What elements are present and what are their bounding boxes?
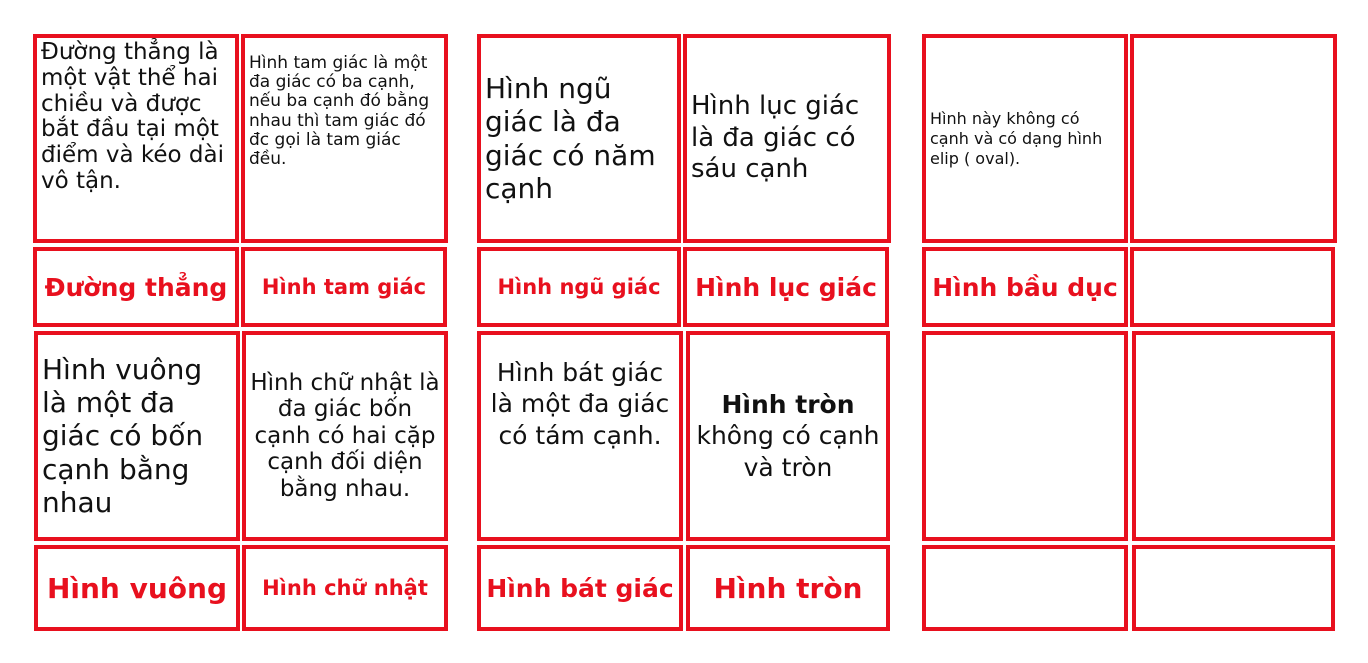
- octagon-label-text: Hình bát giác: [486, 573, 674, 603]
- circle-description-text: không có cạnh và tròn: [696, 421, 880, 482]
- blank-card: [1132, 545, 1335, 631]
- card-square-label: [34, 545, 240, 631]
- card-triangle-description: [241, 34, 448, 243]
- hexagon-description-text: Hình lục giác là đa giác có sáu cạnh: [691, 90, 860, 185]
- card-octagon-description: [477, 331, 683, 541]
- card-circle-label: [686, 545, 890, 631]
- rectangle-description-text: Hình chữ nhật là đa giác bốn cạnh có hai cặp cạnh đối diện bằng nhau.: [250, 369, 440, 502]
- card-square-description: [34, 331, 240, 541]
- line-description-text: Đường thẳng là một vật thể hai chiều và được bắt đầu tại một điểm và kéo dài vô tận.: [41, 39, 224, 194]
- square-description-text: Hình vuông là một đa giác có bốn cạnh bằng nhau: [42, 353, 204, 519]
- card-circle-description: [686, 331, 890, 541]
- triangle-description-text: Hình tam giác là một đa giác có ba cạnh, nếu ba cạnh đó bằng nhau thì tam giác đó đc gọi là tam giác đều.: [249, 53, 430, 170]
- card-triangle-label: [241, 247, 447, 327]
- octagon-description-text: Hình bát giác là một đa giác có tám cạnh.: [490, 358, 670, 450]
- pentagon-description-text: Hình ngũ giác là đa giác có năm cạnh: [485, 72, 656, 205]
- circle-description-title: Hình tròn: [721, 390, 855, 420]
- rectangle-label-text: Hình chữ nhật: [262, 576, 428, 600]
- blank-card: [922, 331, 1128, 541]
- card-rectangle-label: [242, 545, 448, 631]
- blank-card: [1132, 331, 1335, 541]
- card-rectangle-description: [242, 331, 448, 541]
- blank-card: [1130, 247, 1335, 327]
- card-line-description: [33, 34, 239, 243]
- hexagon-label-text: Hình lục giác: [695, 272, 877, 302]
- triangle-label-text: Hình tam giác: [261, 275, 427, 299]
- ellipse-label-text: Hình bầu dục: [932, 272, 1118, 302]
- ellipse-description-text: Hình này không có cạnh và có dạng hình elip ( oval).: [930, 108, 1103, 168]
- circle-label-text: Hình tròn: [713, 571, 863, 605]
- card-hexagon-description: [683, 34, 891, 243]
- card-hexagon-label: [683, 247, 889, 327]
- card-ellipse-description: [922, 34, 1128, 243]
- line-label-text: Đường thẳng: [44, 272, 228, 302]
- card-ellipse-label: [922, 247, 1128, 327]
- square-label-text: Hình vuông: [46, 571, 228, 605]
- pentagon-label-text: Hình ngũ giác: [497, 275, 661, 299]
- blank-card: [922, 545, 1128, 631]
- card-line-label: [33, 247, 239, 327]
- card-pentagon-label: [477, 247, 681, 327]
- blank-card: [1130, 34, 1337, 243]
- card-octagon-label: [477, 545, 683, 631]
- card-pentagon-description: [477, 34, 681, 243]
